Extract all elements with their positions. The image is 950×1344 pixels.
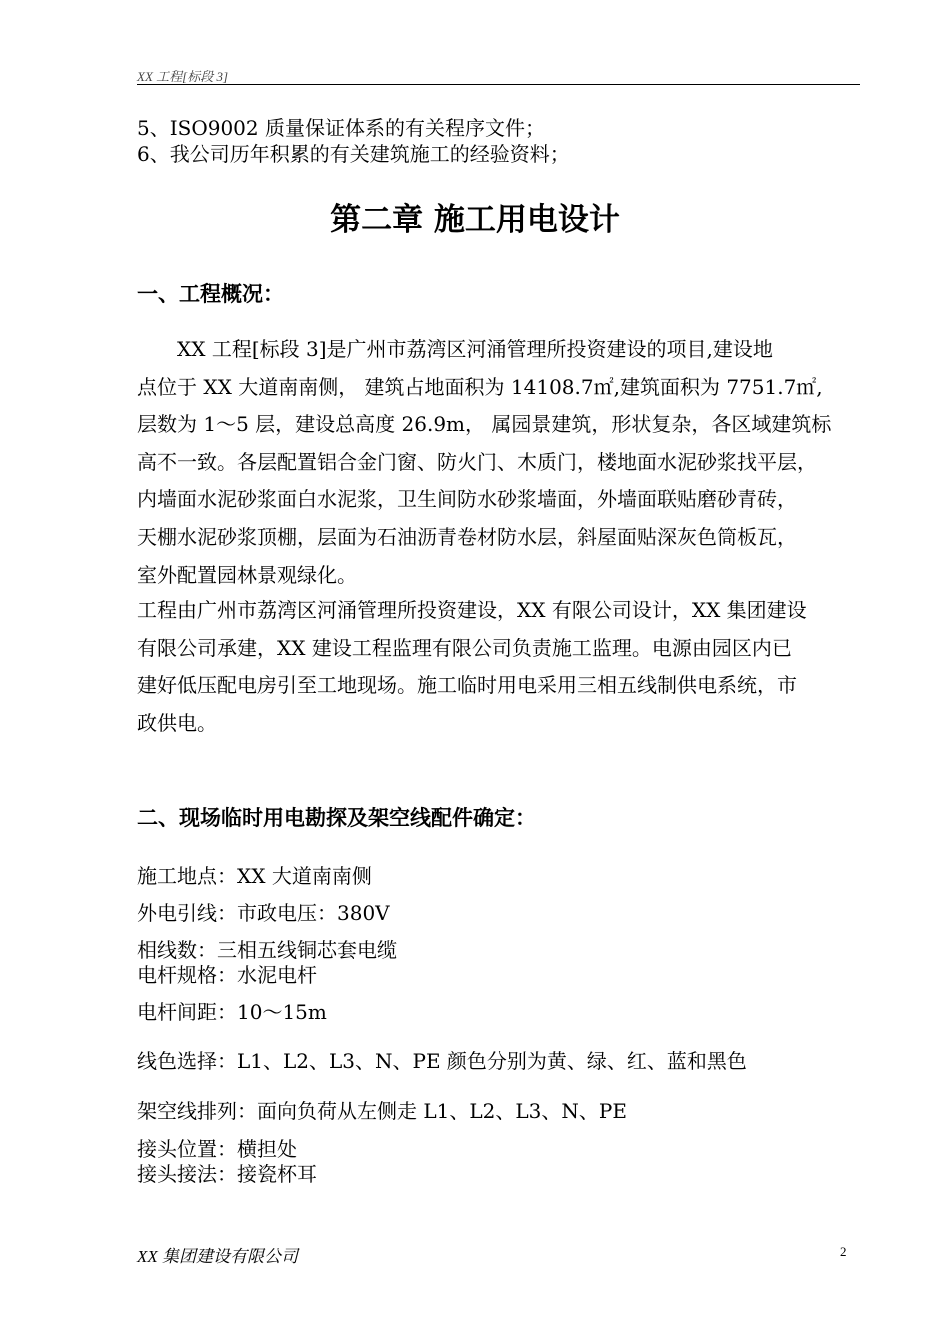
header-rule — [137, 84, 860, 85]
section-heading: 二、现场临时用电勘探及架空线配件确定： — [137, 806, 536, 830]
spec-item: 接头位置：横担处 — [137, 1137, 297, 1161]
section1-paragraph-1 — [137, 331, 860, 594]
chapter-title: 第二章 施工用电设计 — [330, 202, 620, 238]
paragraph-line: XX 工程[标段 3]是广州市荔湾区河涌管理所投资建设的项目,建设地 — [137, 337, 773, 361]
section1-paragraph-2 — [137, 592, 860, 742]
paragraph-line: 政供电。 — [137, 710, 217, 735]
page-header: XX 工程[标段 3] — [137, 69, 229, 84]
spec-item: 线色选择：L1、L2、L3、N、PE 颜色分别为黄、绿、红、蓝和黑色 — [137, 1049, 747, 1073]
footer-company: XX 集团建设有限公司 — [137, 1247, 299, 1266]
spec-item: 施工地点：XX 大道南南侧 — [137, 864, 372, 888]
paragraph-line: 点位于 XX 大道南南侧， 建筑占地面积为 14108.7㎡,建筑面积为 7751.7㎡, — [137, 374, 823, 399]
spec-item: 接头接法：接瓷杯耳 — [137, 1162, 317, 1186]
spec-item: 电杆规格：水泥电杆 — [137, 963, 317, 987]
page-number: 2 — [840, 1244, 847, 1259]
paragraph-line: 室外配置园林景观绿化。 — [137, 562, 357, 587]
spec-item: 外电引线：市政电压：380V — [137, 901, 390, 925]
paragraph-line: 建好低压配电房引至工地现场。施工临时用电采用三相五线制供电系统，市 — [137, 673, 797, 698]
intro-item: 5、ISO9002 质量保证体系的有关程序文件； — [137, 116, 545, 140]
paragraph-line: 高不一致。各层配置铝合金门窗、防火门、木质门，楼地面水泥砂浆找平层， — [137, 449, 817, 474]
paragraph-line: 层数为 1～5 层，建设总高度 26.9m， 属园景建筑，形状复杂，各区域建筑标 — [137, 412, 832, 437]
paragraph-line: 天棚水泥砂浆顶棚，层面为石油沥青卷材防水层，斜屋面贴深灰色筒板瓦， — [137, 524, 797, 549]
paragraph-line: 工程由广州市荔湾区河涌管理所投资建设，XX 有限公司设计，XX 集团建设 — [137, 598, 807, 622]
spec-item: 相线数：三相五线铜芯套电缆 — [137, 938, 397, 962]
spec-item: 电杆间距：10～15m — [137, 1000, 327, 1024]
paragraph-line: 有限公司承建，XX 建设工程监理有限公司负责施工监理。电源由园区内已 — [137, 635, 792, 660]
paragraph-line: 内墙面水泥砂浆面白水泥浆，卫生间防水砂浆墙面，外墙面联贴磨砂青砖， — [137, 487, 797, 512]
section-heading: 一、工程概况： — [137, 282, 284, 306]
spec-item: 架空线排列：面向负荷从左侧走 L1、L2、L3、N、PE — [137, 1099, 627, 1123]
intro-item: 6、我公司历年积累的有关建筑施工的经验资料； — [137, 142, 570, 166]
